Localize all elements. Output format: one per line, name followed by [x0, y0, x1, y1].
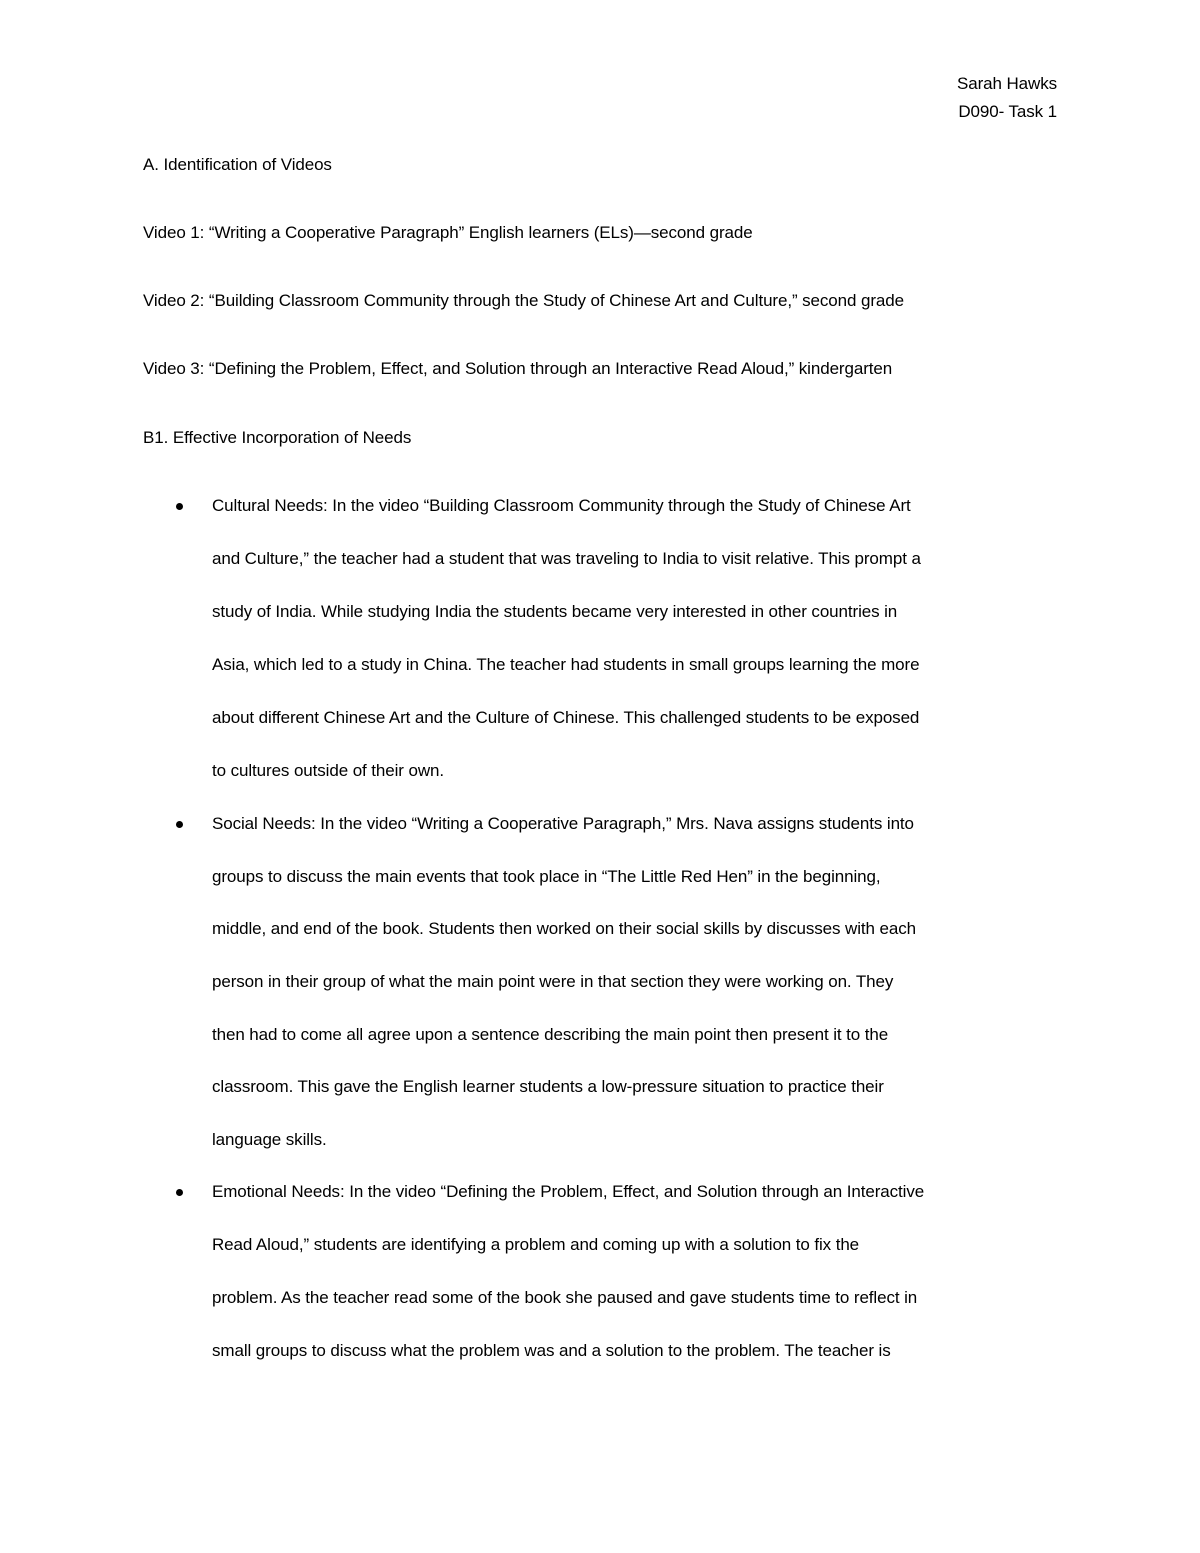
bullet-dot — [176, 503, 183, 510]
bullet-line: classroom. This gave the English learner students a low-pressure situation to practice their — [212, 1077, 884, 1096]
video-3-line: Video 3: “Defining the Problem, Effect, and Solution through an Interactive Read Aloud,” kindergarten — [143, 359, 893, 378]
bullet-line: middle, and end of the book. Students then worked on their social skills by discusses with each — [212, 919, 916, 938]
bullet-line: small groups to discuss what the problem was and a solution to the problem. The teacher is — [212, 1341, 891, 1360]
bullet-line: Emotional Needs: In the video “Defining the Problem, Effect, and Solution through an Interactive — [212, 1182, 925, 1201]
section-b1-heading: B1. Effective Incorporation of Needs — [143, 428, 412, 447]
bullet-line: groups to discuss the main events that took place in “The Little Red Hen” in the beginning, — [212, 867, 881, 886]
bullet-line: language skills. — [212, 1130, 327, 1149]
bullet-line: Asia, which led to a study in China. The teacher had students in small groups learning the more — [212, 655, 920, 674]
bullet-line: about different Chinese Art and the Culture of Chinese. This challenged students to be exposed — [212, 708, 920, 727]
bullet-line: to cultures outside of their own. — [212, 761, 444, 780]
author-name: Sarah Hawks — [957, 74, 1057, 93]
bullet-line: person in their group of what the main point were in that section they were working on. They — [212, 972, 894, 991]
bullet-line: Read Aloud,” students are identifying a problem and coming up with a solution to fix the — [212, 1235, 860, 1254]
bullet-line: Cultural Needs: In the video “Building Classroom Community through the Study of Chinese Art — [212, 496, 911, 515]
bullet-line: Social Needs: In the video “Writing a Cooperative Paragraph,” Mrs. Nava assigns students into — [212, 814, 914, 833]
section-a-heading: A. Identification of Videos — [143, 155, 332, 174]
video-2-line: Video 2: “Building Classroom Community through the Study of Chinese Art and Culture,” second grade — [143, 291, 904, 310]
bullet-line: and Culture,” the teacher had a student that was traveling to India to visit relative. This prompt a — [212, 549, 921, 568]
course-task: D090- Task 1 — [958, 102, 1057, 121]
bullet-dot — [176, 1189, 183, 1196]
bullet-line: then had to come all agree upon a sentence describing the main point then present it to the — [212, 1025, 889, 1044]
bullet-line: study of India. While studying India the students became very interested in other countries in — [212, 602, 898, 621]
video-1-line: Video 1: “Writing a Cooperative Paragraph” English learners (ELs)—second grade — [143, 223, 753, 242]
bullet-line: problem. As the teacher read some of the book she paused and gave students time to reflect in — [212, 1288, 918, 1307]
bullet-dot — [176, 821, 183, 828]
